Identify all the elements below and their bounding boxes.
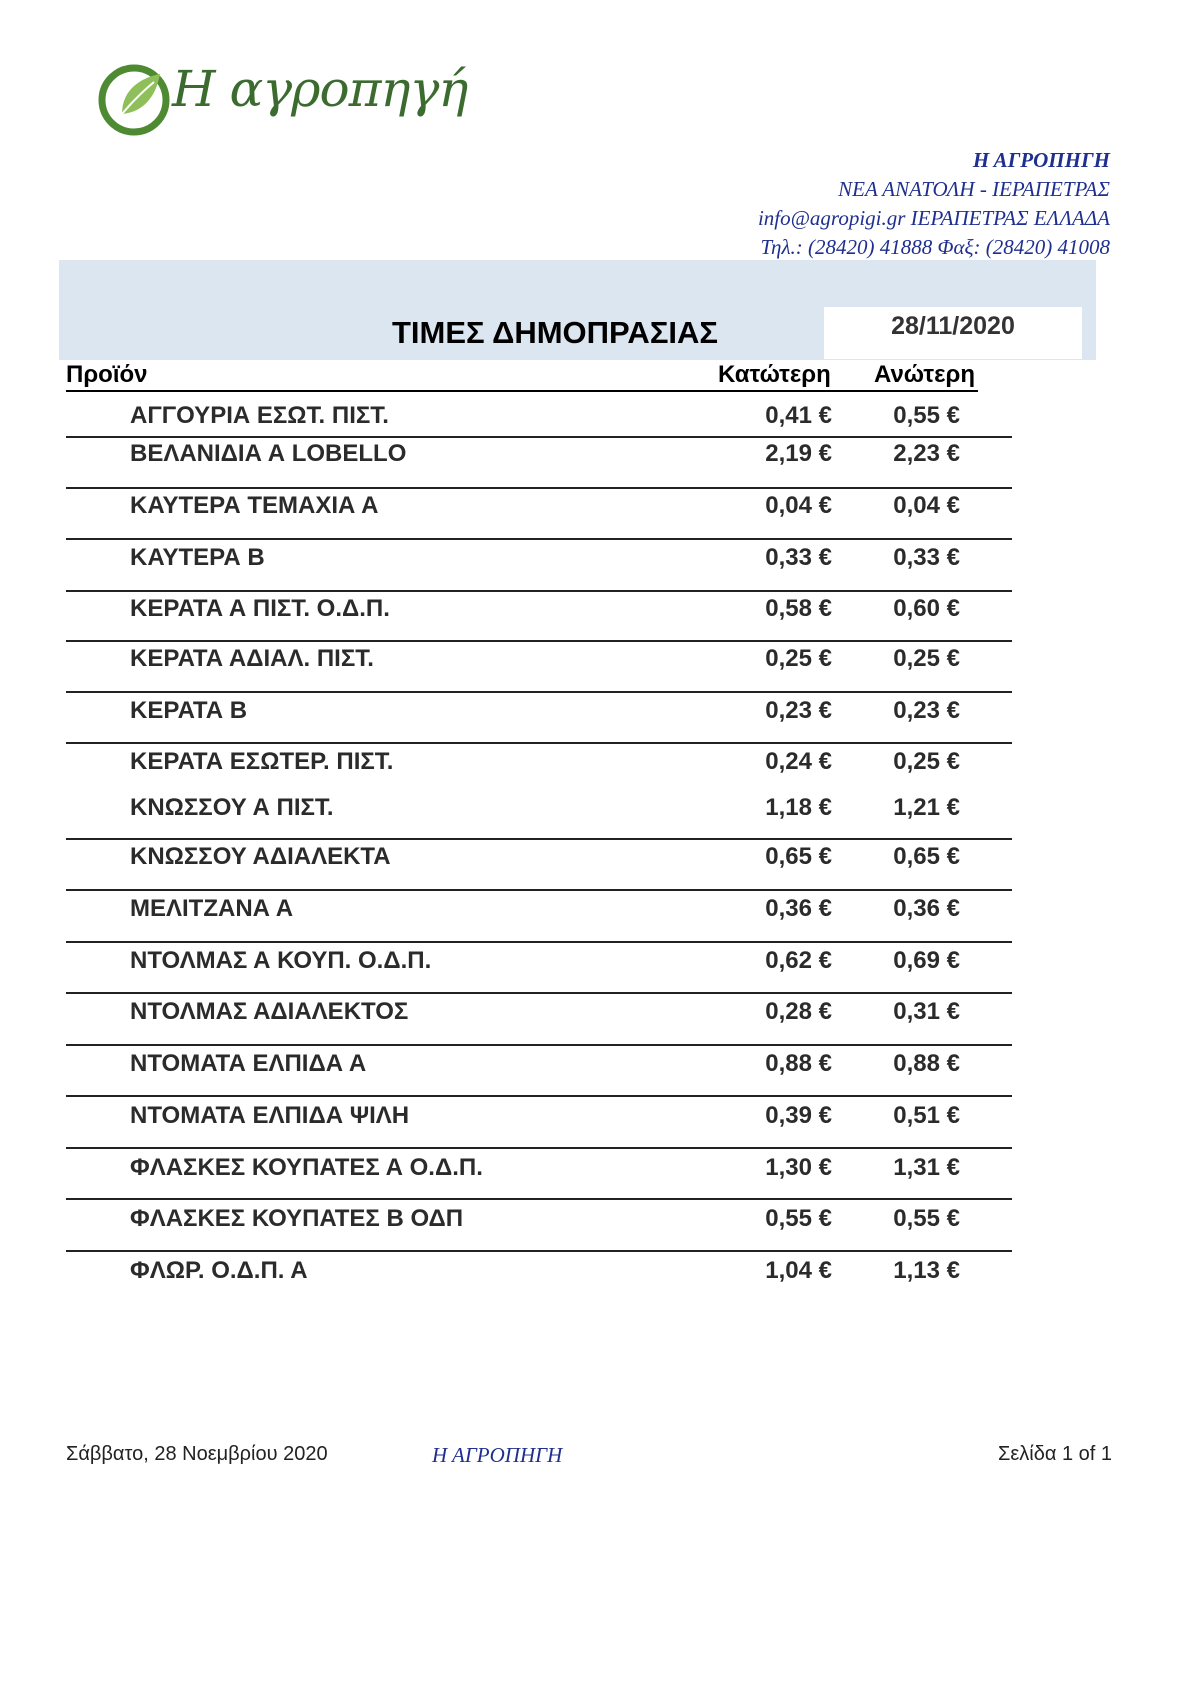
row-divider: [66, 992, 1012, 994]
company-info: [758, 146, 1110, 262]
page-title: ΤΙΜΕΣ ΔΗΜΟΠΡΑΣΙΑΣ: [391, 315, 719, 350]
header-high-price: Ανώτερη: [874, 361, 976, 388]
product-name: ΝΤΟΛΜΑΣ Α ΚΟΥΠ. Ο.Δ.Π.: [130, 947, 432, 974]
low-price: 0,88 €: [765, 1050, 832, 1077]
high-price: 1,13 €: [893, 1257, 960, 1284]
row-divider: [66, 640, 1012, 642]
row-divider: [66, 538, 1012, 540]
product-name: ΦΛΩΡ. Ο.Δ.Π. Α: [130, 1257, 308, 1284]
low-price: 0,23 €: [765, 697, 832, 724]
row-divider: [66, 436, 1012, 438]
company-phone: Τηλ.: (28420) 41888 Φαξ: (28420) 41008: [760, 235, 1110, 259]
low-price: 0,25 €: [765, 645, 832, 672]
product-name: ΦΛΑΣΚΕΣ ΚΟΥΠΑΤΕΣ Β ΟΔΠ: [130, 1205, 464, 1232]
product-name: ΚΕΡΑΤΑ ΑΔΙΑΛ. ΠΙΣΤ.: [130, 645, 374, 672]
high-price: 0,55 €: [893, 1205, 960, 1232]
company-name: Η ΑΓΡΟΠΗΓΗ: [972, 148, 1110, 172]
header-product: Προϊόν: [66, 361, 148, 388]
row-divider: [66, 1250, 1012, 1252]
row-divider: [66, 941, 1012, 943]
product-name: ΚΝΩΣΣΟΥ ΑΔΙΑΛΕΚΤΑ: [130, 843, 391, 870]
row-divider: [66, 1147, 1012, 1149]
row-divider: [66, 742, 1012, 744]
table-header: [66, 360, 978, 392]
row-divider: [66, 487, 1012, 489]
low-price: 0,65 €: [765, 843, 832, 870]
product-name: ΚΕΡΑΤΑ Β: [130, 697, 248, 724]
product-name: ΝΤΟΜΑΤΑ ΕΛΠΙΔΑ Α: [130, 1050, 367, 1077]
high-price: 0,36 €: [893, 895, 960, 922]
low-price: 2,19 €: [765, 440, 832, 467]
product-name: ΚΕΡΑΤΑ Α ΠΙΣΤ. Ο.Δ.Π.: [130, 595, 390, 622]
product-name: ΜΕΛΙΤΖΑΝΑ Α: [130, 895, 294, 922]
row-divider: [66, 590, 1012, 592]
footer-company: Η ΑΓΡΟΠΗΓΗ: [432, 1443, 563, 1467]
high-price: 0,51 €: [893, 1102, 960, 1129]
high-price: 0,65 €: [893, 843, 960, 870]
row-divider: [66, 889, 1012, 891]
low-price: 0,04 €: [765, 492, 832, 519]
row-divider: [66, 691, 1012, 693]
high-price: 0,04 €: [893, 492, 960, 519]
logo-text: Η αγροπηγή: [172, 60, 468, 118]
high-price: 0,33 €: [893, 544, 960, 571]
product-name: ΚΕΡΑΤΑ ΕΣΩΤΕΡ. ΠΙΣΤ.: [130, 748, 394, 775]
row-divider: [66, 1095, 1012, 1097]
high-price: 0,23 €: [893, 697, 960, 724]
low-price: 0,55 €: [765, 1205, 832, 1232]
low-price: 0,33 €: [765, 544, 832, 571]
auction-date: 28/11/2020: [891, 312, 1015, 340]
low-price: 0,41 €: [765, 402, 832, 429]
row-divider: [66, 838, 1012, 840]
high-price: 0,25 €: [893, 645, 960, 672]
high-price: 0,25 €: [893, 748, 960, 775]
high-price: 0,31 €: [893, 998, 960, 1025]
product-name: ΑΓΓΟΥΡΙΑ ΕΣΩΤ. ΠΙΣΤ.: [130, 402, 389, 429]
low-price: 0,28 €: [765, 998, 832, 1025]
high-price: 0,60 €: [893, 595, 960, 622]
product-name: ΝΤΟΜΑΤΑ ΕΛΠΙΔΑ ΨΙΛΗ: [130, 1102, 410, 1129]
high-price: 0,69 €: [893, 947, 960, 974]
footer-date: Σάββατο, 28 Νοεμβρίου 2020: [66, 1443, 328, 1465]
company-address: ΝΕΑ ΑΝΑΤΟΛΗ - ΙΕΡΑΠΕΤΡΑΣ: [838, 177, 1110, 201]
low-price: 1,30 €: [765, 1154, 832, 1181]
company-email: info@agropigi.gr ΙΕΡΑΠΕΤΡΑΣ ΕΛΛΑΔΑ: [757, 206, 1110, 230]
row-divider: [66, 1044, 1012, 1046]
low-price: 0,24 €: [765, 748, 832, 775]
high-price: 0,88 €: [893, 1050, 960, 1077]
product-name: ΚΑΥΤΕΡΑ ΤΕΜΑΧΙΑ Α: [130, 492, 379, 519]
product-name: ΝΤΟΛΜΑΣ ΑΔΙΑΛΕΚΤΟΣ: [130, 998, 409, 1025]
product-name: ΚΑΥΤΕΡΑ Β: [130, 544, 265, 571]
high-price: 1,31 €: [893, 1154, 960, 1181]
low-price: 0,58 €: [765, 595, 832, 622]
low-price: 1,04 €: [765, 1257, 832, 1284]
product-name: ΚΝΩΣΣΟΥ Α ΠΙΣΤ.: [130, 794, 334, 821]
row-divider: [66, 1198, 1012, 1200]
low-price: 0,36 €: [765, 895, 832, 922]
low-price: 1,18 €: [765, 794, 832, 821]
header-low-price: Κατώτερη: [718, 361, 831, 388]
high-price: 0,55 €: [893, 402, 960, 429]
high-price: 1,21 €: [893, 794, 960, 821]
low-price: 0,62 €: [765, 947, 832, 974]
footer-page-number: Σελίδα 1 of 1: [997, 1443, 1112, 1465]
high-price: 2,23 €: [893, 440, 960, 467]
product-name: ΦΛΑΣΚΕΣ ΚΟΥΠΑΤΕΣ Α Ο.Δ.Π.: [130, 1154, 483, 1181]
low-price: 0,39 €: [765, 1102, 832, 1129]
product-name: ΒΕΛΑΝΙΔΙΑ Α LOBELLO: [130, 440, 407, 467]
